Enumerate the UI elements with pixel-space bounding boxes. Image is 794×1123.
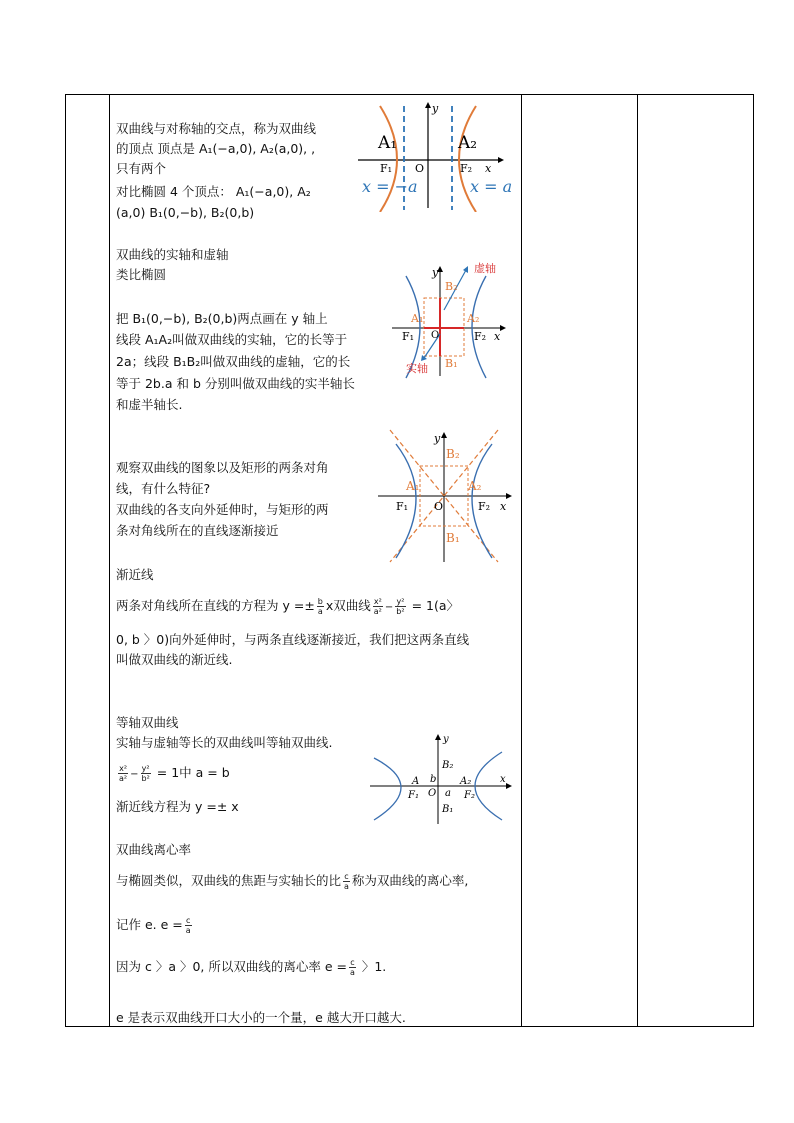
- vertices-line: 只有两个: [116, 161, 167, 176]
- eccentricity-notation: [116, 915, 194, 935]
- label-B2: B₂: [445, 280, 458, 293]
- label-b: b: [430, 774, 437, 785]
- eccentricity-text: 称为双曲线的离心率,: [351, 873, 469, 888]
- label-F2: F₂: [478, 500, 491, 513]
- equiaxial-line: 渐近线方程为 y =± x: [116, 799, 239, 814]
- vertices-line: (a,0) B₁(0,−b), B₂(0,b): [116, 205, 255, 220]
- label-B2: B₂: [442, 760, 454, 771]
- fraction-x2-a2: $\frac{\text{x²}}{\text{a²}}$: [373, 597, 382, 616]
- fraction-y2-b2: $\frac{\text{y²}}{\text{b²}}$: [141, 764, 150, 783]
- eccentricity-definition: [116, 871, 468, 891]
- label-B1: B₁: [445, 357, 458, 370]
- label-O: O: [428, 788, 437, 799]
- eccentricity-text: 因为 c 〉a 〉0, 所以双曲线的离心率 e =: [116, 959, 347, 974]
- axes-paragraph: 2a；线段 B₁B₂叫做双曲线的虚轴，它的长: [116, 354, 351, 369]
- vertices-line: 的顶点 顶点是 A₁(−a,0), A₂(a,0), ,: [116, 141, 316, 156]
- label-F2: F₂: [460, 162, 473, 175]
- axes-compare: 类比椭圆: [116, 267, 167, 282]
- label-F2: F₂: [464, 790, 475, 801]
- asymptote-text: = 1(a〉: [411, 598, 459, 613]
- real-imaginary-axes-figure: [384, 258, 514, 380]
- asymptote-figure: [378, 424, 518, 564]
- label-A1: A₁: [411, 312, 424, 325]
- axes-paragraph: 和虚半轴长.: [116, 397, 183, 412]
- arrow-icon: [425, 102, 431, 108]
- arrow-icon: [498, 157, 504, 163]
- eccentricity-text: 与椭圆类似，双曲线的焦距与实轴长的比: [116, 873, 342, 888]
- right-branch: [472, 276, 486, 378]
- fraction-c-over-a: $\frac{c}{a}$: [344, 872, 349, 891]
- axes-paragraph: 等于 2b.a 和 b 分别叫做双曲线的实半轴长: [116, 376, 355, 391]
- left-branch: [374, 758, 401, 820]
- vertices-line: 对比椭圆 4 个顶点： A₁(−a,0), A₂: [116, 184, 311, 199]
- label-O: O: [431, 330, 440, 341]
- label-y: y: [432, 102, 439, 115]
- label-F2: F₂: [474, 330, 487, 343]
- observe-line: 线，有什么特征?: [116, 481, 211, 496]
- label-y: y: [443, 734, 449, 745]
- label-x: x: [494, 330, 501, 343]
- arrow-icon: [506, 493, 512, 499]
- label-x: x: [485, 162, 492, 175]
- eccentricity-summary: e 是表示双曲线开口大小的一个量，e 越大开口越大.: [116, 1010, 406, 1025]
- axes-paragraph: 线段 A₁A₂叫做双曲线的实轴，它的长等于: [116, 332, 348, 347]
- column-divider: [109, 95, 110, 1026]
- label-y: y: [432, 266, 439, 279]
- arrow-icon: [506, 783, 512, 789]
- eccentricity-inequality: [116, 957, 386, 977]
- label-F1: F₁: [396, 500, 409, 513]
- fraction-x2-a2: $\frac{\text{x²}}{\text{a²}}$: [119, 764, 128, 783]
- fraction-b-over-a: $\frac{b}{a}$: [317, 597, 323, 616]
- label-B1: B₁: [442, 804, 454, 815]
- label-imaginary-axis: 虚轴: [474, 262, 496, 275]
- asymptote-line: 0, b 〉0)向外延伸时，与两条直线逐渐接近，我们把这两条直线: [116, 632, 470, 647]
- equiaxial-heading: 等轴双曲线: [116, 715, 179, 730]
- asymptote-heading: 渐近线: [116, 567, 154, 582]
- arrow-icon: [500, 325, 506, 331]
- label-B1: B₁: [446, 531, 460, 545]
- label-real-axis: 实轴: [406, 362, 428, 375]
- asymptote-equation-line: 两条对角线所在直线的方程为 y =± $\frac{b}{a}$ x双曲线 $\frac{\text{x²}}{\text{a²}}$ − $\frac{\text{y²}}{\text{b²}}$ = 1(a〉: [116, 597, 459, 616]
- observe-line: 双曲线的各支向外延伸时，与矩形的两: [116, 502, 329, 517]
- left-branch: [380, 106, 397, 212]
- arrow-icon: [435, 734, 441, 740]
- fraction-c-over-a: $\frac{c}{a}$: [349, 958, 355, 977]
- axes-paragraph: 把 B₁(0,−b), B₂(0,b)两点画在 y 轴上: [116, 311, 328, 326]
- label-A2: A₂: [460, 776, 472, 787]
- fraction-y2-b2: $\frac{\text{y²}}{\text{b²}}$: [396, 597, 405, 616]
- column-divider: [521, 95, 522, 1026]
- label-F1: F₁: [380, 162, 393, 175]
- observe-line: 条对角线所在的直线逐渐接近: [116, 523, 279, 538]
- label-y: y: [434, 432, 441, 445]
- label-O: O: [434, 500, 444, 513]
- equiaxial-equation: $\frac{\text{x²}}{\text{a²}}$ − $\frac{\text{y²}}{\text{b²}}$ = 1中 a = b: [119, 764, 230, 783]
- vertices-line: 双曲线与对称轴的交点，称为双曲线: [116, 121, 317, 136]
- equiaxial-line: 实轴与虚轴等长的双曲线叫等轴双曲线.: [116, 735, 333, 750]
- observe-line: 观察双曲线的图象以及矩形的两条对角: [116, 460, 329, 475]
- asymptote-text: x双曲线: [325, 598, 371, 613]
- label-A2: A₂: [458, 133, 478, 153]
- label-O: O: [415, 162, 425, 175]
- label-x: x: [500, 774, 506, 785]
- column-divider: [637, 95, 638, 1026]
- asymptote-line: 叫做双曲线的渐近线.: [116, 652, 233, 667]
- label-B2: B₂: [446, 447, 460, 461]
- label-a: a: [445, 788, 451, 799]
- axes-heading: 双曲线的实轴和虚轴: [116, 247, 229, 262]
- label-A1: A₁: [378, 133, 398, 153]
- asymptote-text: 两条对角线所在直线的方程为 y =±: [116, 598, 315, 613]
- label-x-a: x = a: [470, 177, 513, 196]
- label-F1: F₁: [402, 330, 415, 343]
- equiaxial-text: = 1中 a = b: [156, 765, 230, 780]
- label-x: x: [500, 500, 507, 513]
- label-x-neg-a: x = −a: [362, 177, 418, 196]
- label-F1: F₁: [408, 790, 419, 801]
- label-A1: A₁: [406, 479, 420, 493]
- label-A2: A₂: [467, 312, 480, 325]
- label-A1: A: [412, 776, 420, 787]
- eccentricity-text: 〉1.: [361, 959, 387, 974]
- fraction-c-over-a: $\frac{c}{a}$: [185, 916, 191, 935]
- eccentricity-heading: 双曲线离心率: [116, 842, 192, 857]
- eccentricity-text: 记作 e. e =: [116, 917, 183, 932]
- hyperbola-vertices-figure: [358, 100, 516, 212]
- equiaxial-hyperbola-figure: [368, 728, 518, 824]
- arrow-icon: [441, 432, 447, 438]
- label-A2: A₂: [468, 479, 482, 493]
- right-branch: [459, 106, 476, 212]
